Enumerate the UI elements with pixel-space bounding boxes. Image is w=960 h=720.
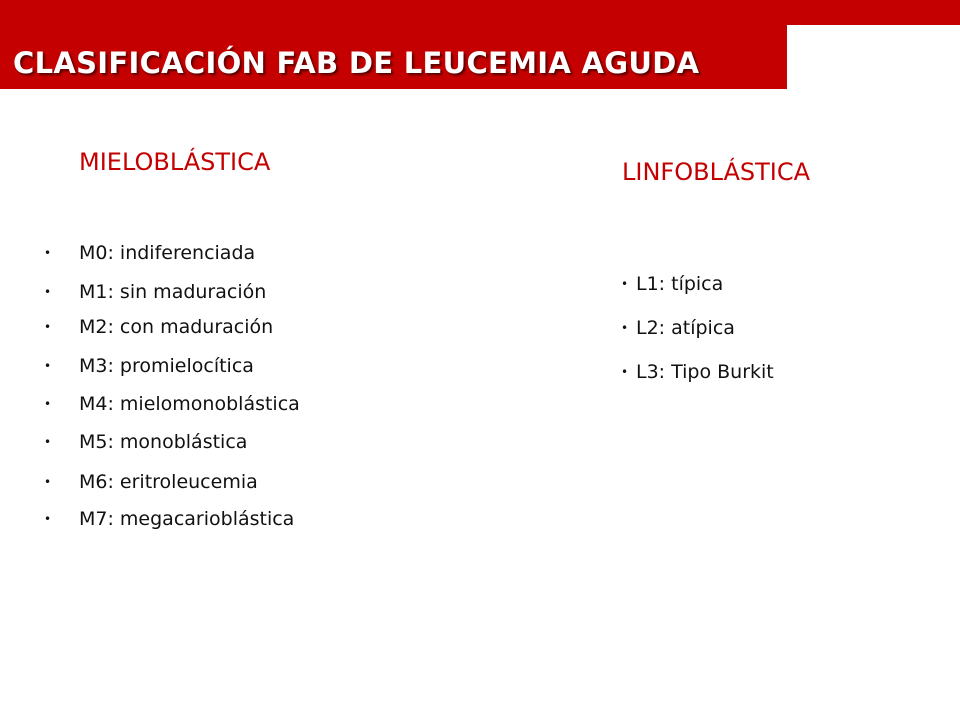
bullet-dot-icon: • — [44, 435, 52, 449]
list-item-m7 — [44, 506, 300, 545]
bullet-dot-icon: • — [44, 246, 52, 260]
item-text: M1: sin maduración — [79, 281, 267, 303]
bullet-dot-icon: • — [621, 321, 629, 335]
item-text: M3: promielocítica — [79, 355, 254, 377]
list-item-m3 — [44, 353, 300, 391]
slide-title: CLASIFICACIÓN FAB DE LEUCEMIA AGUDA — [13, 46, 700, 80]
bullet-dot-icon: • — [621, 365, 629, 379]
bullet-dot-icon: • — [44, 512, 52, 526]
heading-linfoblastica: LINFOBLÁSTICA — [622, 158, 811, 186]
item-text: L2: atípica — [636, 317, 735, 339]
list-item-m4 — [44, 391, 300, 429]
linfoblastica-list — [620, 271, 774, 403]
header-band — [0, 0, 960, 25]
item-text: M6: eritroleucemia — [79, 471, 258, 493]
list-item-l3 — [620, 359, 774, 403]
mieloblastica-list — [44, 240, 300, 545]
item-text: L1: típica — [636, 273, 724, 295]
bullet-dot-icon: • — [44, 320, 52, 334]
item-text: M0: indiferenciada — [79, 242, 256, 264]
list-item-m5 — [44, 429, 300, 469]
list-item-m6 — [44, 469, 300, 506]
list-item-m0 — [44, 240, 300, 279]
item-text: M4: mielomonoblástica — [79, 393, 300, 415]
bullet-dot-icon: • — [621, 277, 629, 291]
list-item-m2 — [44, 314, 300, 353]
bullet-dot-icon: • — [44, 475, 52, 489]
item-text: M2: con maduración — [79, 316, 274, 338]
item-text: L3: Tipo Burkit — [636, 361, 774, 383]
bullet-dot-icon: • — [44, 397, 52, 411]
bullet-dot-icon: • — [44, 359, 52, 373]
bullet-dot-icon: • — [44, 285, 52, 299]
item-text: M7: megacarioblástica — [79, 508, 295, 530]
list-item-m1 — [44, 279, 300, 314]
list-item-l2 — [620, 315, 774, 359]
list-item-l1 — [620, 271, 774, 315]
heading-mieloblastica: MIELOBLÁSTICA — [79, 148, 271, 176]
item-text: M5: monoblástica — [79, 431, 248, 453]
